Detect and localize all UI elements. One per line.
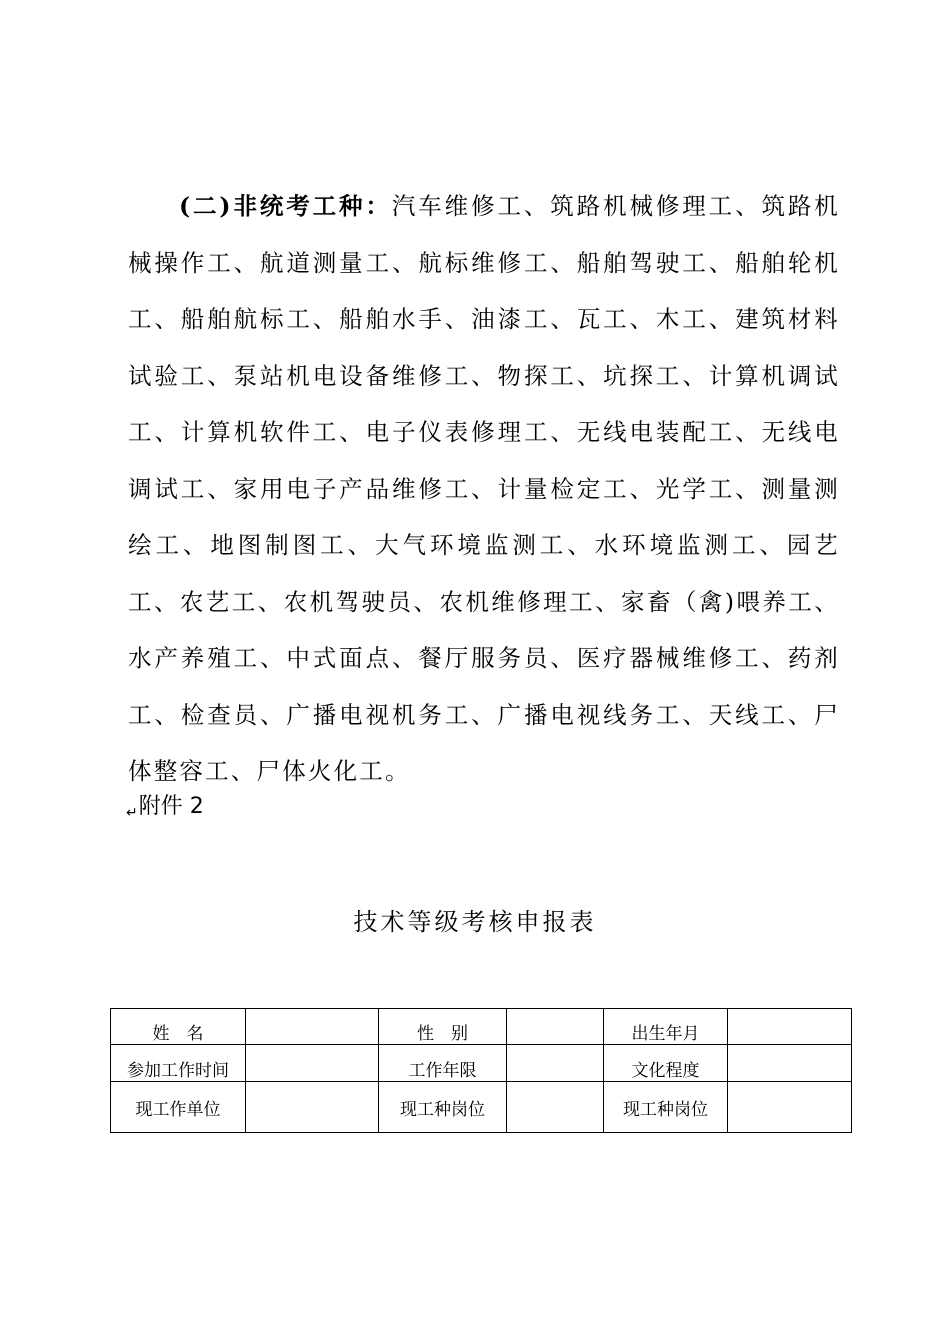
field-name[interactable]: [246, 1009, 379, 1045]
table-row: [111, 1009, 852, 1045]
label-gender: 性 别: [379, 1009, 507, 1045]
label-birth-date: 出生年月: [604, 1009, 728, 1045]
table-row: [111, 1082, 852, 1133]
field-current-employer[interactable]: [246, 1082, 379, 1133]
field-gender[interactable]: [507, 1009, 604, 1045]
field-birth-date[interactable]: [728, 1009, 852, 1045]
attachment-text: 附件 2: [138, 794, 204, 819]
label-current-employer: 现工作单位: [111, 1082, 246, 1133]
field-current-position[interactable]: [507, 1082, 604, 1133]
field-education[interactable]: [728, 1045, 852, 1082]
label-current-position-2: 现工种岗位: [604, 1082, 728, 1133]
section-paragraph: [128, 178, 840, 800]
label-current-position: 现工种岗位: [379, 1082, 507, 1133]
label-education: 文化程度: [604, 1045, 728, 1082]
field-work-years[interactable]: [507, 1045, 604, 1082]
return-mark-icon: ↵: [126, 805, 138, 821]
form-title: 技术等级考核申报表: [353, 908, 597, 936]
section-heading: (二)非统考工种：: [179, 192, 392, 220]
label-name: 姓 名: [111, 1009, 246, 1045]
label-work-start: 参加工作时间: [111, 1045, 246, 1082]
section-body: 汽车维修工、筑路机械修理工、筑路机械操作工、航道测量工、航标维修工、船舶驾驶工、船舶轮机工、船舶航标工、船舶水手、油漆工、瓦工、木工、建筑材料试验工、泵站机电设备维修工、物探工、坑探工、计算机调试工、计算机软件工、电子仪表修理工、无线电装配工、无线电调试工、家用电子产品维修工、计量检定工、光学工、测量测绘工、地图制图工、大气环境监测工、水环境监测工、园艺工、农艺工、农机驾驶员、农机维修理工、家畜（禽)喂养工、水产养殖工、中式面点、餐厅服务员、医疗器械维修工、药剂工、检查员、广播电视机务工、广播电视线务工、天线工、尸体整容工、尸体火化工。: [128, 192, 840, 785]
application-form-table: [110, 1008, 852, 1133]
attachment-label: [126, 792, 204, 828]
field-work-start[interactable]: [246, 1045, 379, 1082]
label-work-years: 工作年限: [379, 1045, 507, 1082]
field-current-position-2[interactable]: [728, 1082, 852, 1133]
table-row: [111, 1045, 852, 1082]
